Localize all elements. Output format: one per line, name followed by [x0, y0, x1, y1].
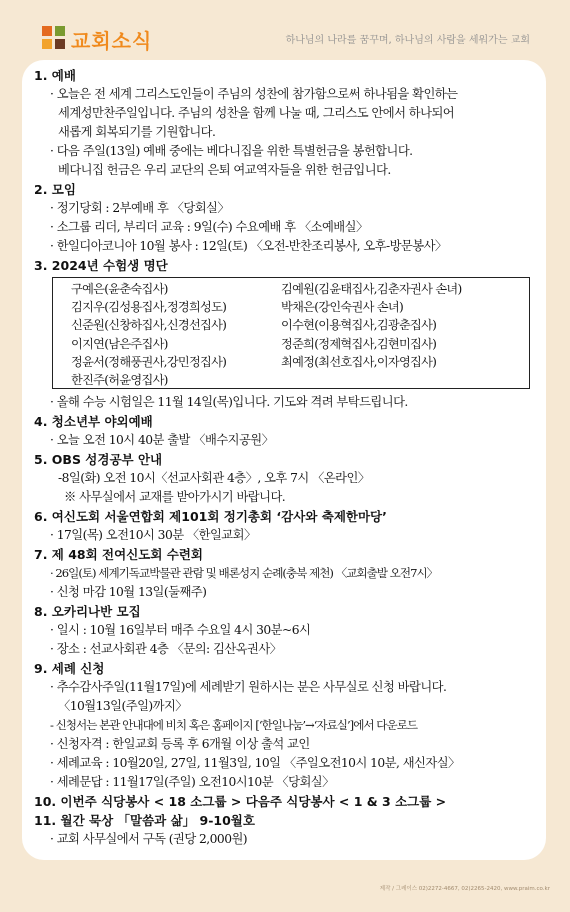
section-line: · 오늘 오전 10시 40분 출발 〈배수지공원〉: [50, 433, 274, 447]
news-list: [34, 66, 534, 849]
section-line: · 26일(토) 세계기독교박물관 관람 및 배론성지 순례(충북 제천) 〈교회출발 오전7시〉: [50, 566, 438, 580]
section-line: · 세례교육 : 10월20일, 27일, 11월3일, 10일 〈주일오전10시 10분, 새신자실〉: [50, 756, 460, 770]
section-heading: 11. 월간 묵상 「말씀과 삶」 9-10월호: [34, 813, 255, 828]
section-heading: 10. 이번주 식당봉사 < 18 소그룹 > 다음주 식당봉사 < 1 & 3 소그룹 >: [34, 794, 447, 809]
news-section: [34, 180, 534, 256]
section-heading: 5. OBS 성경공부 안내: [34, 452, 163, 467]
section-line: · 다음 주일(13일) 예배 중에는 베다니집을 위한 특별헌금을 봉헌합니다.: [50, 144, 413, 158]
footer-credit: 제작 / 그레이스 02)2272-4667, 02)2265-2420, www.praim.co.kr: [379, 886, 550, 892]
student-name: [281, 371, 541, 389]
news-section: [34, 66, 534, 180]
section-line: -8일(화) 오전 10시〈선교사회관 4층〉, 오후 7시 〈온라인〉: [58, 471, 370, 485]
section-line: · 장소 : 선교사회관 4층 〈문의: 김산옥권사〉: [50, 642, 282, 656]
news-section: [34, 659, 534, 792]
section-heading: 6. 여신도회 서울연합회 제101회 정기총회 ‘감사와 축제한마당’: [34, 509, 387, 524]
church-logo-icon: [42, 26, 66, 50]
section-heading: 8. 오카리나반 모집: [34, 604, 141, 619]
section-line: 베다니집 헌금은 우리 교단의 은퇴 여교역자들을 위한 헌금입니다.: [58, 163, 391, 177]
section-line: · 올해 수능 시험일은 11월 14일(목)입니다. 기도와 격려 부탁드립니다.: [50, 395, 408, 409]
exam-student-list: [52, 277, 530, 389]
student-name: 구예은(윤춘숙집사): [71, 282, 168, 296]
section-heading: 1. 예배: [34, 68, 76, 83]
section-line: · 신청 마감 10월 13일(둘째주): [50, 585, 207, 599]
news-section: [34, 256, 534, 412]
church-motto: 하나님의 나라를 꿈꾸며, 하나님의 사람을 세워가는 교회: [285, 35, 530, 46]
student-name: 김지우(김성용집사,정경희성도): [71, 300, 227, 315]
section-line: · 세례문답 : 11월17일(주일) 오전10시10분 〈당회실〉: [50, 775, 334, 789]
news-section: [34, 811, 534, 849]
section-line: ※ 사무실에서 교재를 받아가시기 바랍니다.: [64, 490, 286, 504]
student-name: 박채은(강인숙권사 손녀): [281, 300, 404, 315]
section-heading: 3. 2024년 수험생 명단: [34, 258, 168, 273]
section-heading: 7. 제 48회 전여신도회 수련회: [34, 547, 203, 562]
student-name: 정윤서(정해풍권사,강민정집사): [71, 354, 227, 369]
student-name: 한진주(허윤영집사): [71, 372, 168, 387]
news-section: [34, 507, 534, 545]
section-line: 〈10월13일(주일)까지〉: [58, 699, 188, 713]
section-line: · 소그룹 리더, 부리더 교육 : 9일(수) 수요예배 후 〈소예배실〉: [50, 220, 368, 234]
news-section: [34, 602, 534, 659]
section-line: · 일시 : 10월 16일부터 매주 수요일 4시 30분~6시: [50, 623, 311, 637]
section-heading: 4. 청소년부 야외예배: [34, 414, 153, 429]
section-heading: 2. 모임: [34, 182, 76, 197]
section-line: · 신청자격 : 한일교회 등록 후 6개월 이상 출석 교인: [50, 737, 310, 751]
section-line: · 17일(목) 오전10시 30분 〈한일교회〉: [50, 528, 256, 542]
section-line: · 교회 사무실에서 구독 (권당 2,000원): [50, 832, 248, 846]
section-line: · 오늘은 전 세계 그리스도인들이 주님의 성찬에 참가함으로써 하나됨을 확인하는: [50, 87, 458, 101]
news-section: [34, 450, 534, 507]
student-name: 최예정(최선호집사,이자영집사): [281, 354, 437, 369]
section-line: · 한일디아코니아 10월 봉사 : 12일(토) 〈오전-반찬조리봉사, 오후-방문봉사〉: [50, 239, 447, 253]
page-title: 교회소식: [71, 29, 153, 53]
section-line: 세계성만찬주일입니다. 주님의 성찬을 함께 나눌 때, 그리스도 안에서 하나되어: [58, 106, 455, 120]
section-heading: 9. 세례 신청: [34, 661, 105, 676]
header: [0, 0, 570, 62]
student-name: 이지연(남은주집사): [71, 336, 168, 351]
section-line: · 정기당회 : 2부예배 후 〈당회실〉: [50, 201, 230, 215]
student-name: 신준원(신창하집사,신경선집사): [71, 318, 227, 333]
section-line: · 추수감사주일(11월17일)에 세례받기 원하시는 분은 사무실로 신청 바랍니다.: [50, 680, 447, 694]
section-line: - 신청서는 본관 안내대에 비치 혹은 홈페이지 [‘한일나눔’→‘자료실’]에서 다운로드: [50, 718, 418, 732]
news-section: [34, 412, 534, 450]
section-line: 새롭게 회복되기를 기원합니다.: [58, 125, 216, 139]
news-section: [34, 792, 534, 811]
student-name: 김예원(김윤태집사,김춘자권사 손녀): [281, 282, 462, 296]
student-name: 이수현(이용혁집사,김광춘집사): [281, 318, 437, 333]
student-name: 정준희(정제혁집사,김현미집사): [281, 336, 437, 351]
news-section: [34, 545, 534, 602]
